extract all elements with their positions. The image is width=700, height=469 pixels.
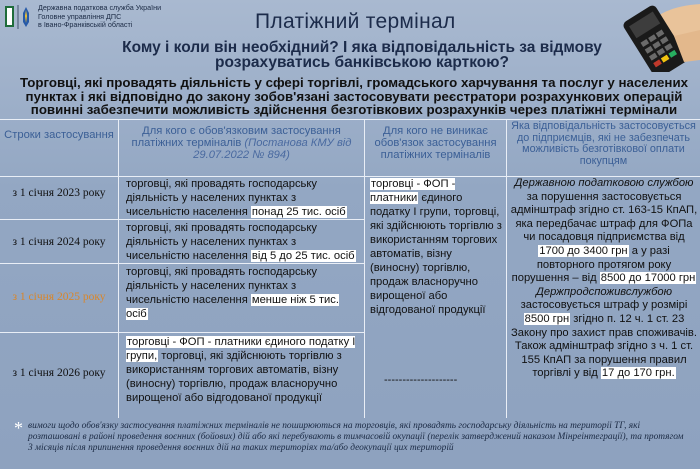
header-not-obligatory: Для кого не виникає обов'язок застосування платіжних терміналів bbox=[374, 125, 497, 161]
liability-text bbox=[510, 177, 698, 381]
row-2025-text bbox=[126, 265, 360, 321]
footnote-star: * bbox=[14, 418, 23, 438]
footnote: вимоги щодо обов'язку застосування платіжних терміналів не поширюються на торговців, які провадять господарську діяльність на території ТГ, які розташовані в районі проведення воєнних (бойових) дій або які перебувають в тимчасовій окупації (перелік затверджений наказом Мінреінтеграції), та протягом 3 місяців після припинення проведення воєнних дій на таких територіях та/або деокупації цих територій bbox=[28, 421, 684, 453]
header-obligatory bbox=[119, 119, 364, 176]
liability-tax-repeat: а у разі повторного протягом року порушення – від bbox=[511, 244, 672, 285]
liability-tax-amount-2: 8500 до 17000 грн bbox=[600, 272, 696, 285]
liability-consumer-text: застосовується штраф у розмірі bbox=[520, 299, 688, 312]
page-title: Платіжний термінал bbox=[255, 10, 456, 33]
row-date-2025: з 1 січня 2025 року bbox=[12, 291, 106, 303]
liability-consumer-lead: Держпродспоживслужбою bbox=[535, 285, 673, 298]
header-obligatory-text: Для кого є обов'язковим застосування платіжних терміналів bbox=[131, 125, 341, 149]
not-obligatory-dashes: -------------------- bbox=[384, 374, 458, 386]
header-obligatory-ref: (Постанова КМУ від 29.07.2022 № 894) bbox=[193, 137, 352, 161]
liability-tax-lead: Державною податковою службою bbox=[514, 177, 694, 189]
liability-tax-amount-1: 1700 до 3400 грн bbox=[539, 244, 628, 257]
row-2026-text bbox=[126, 335, 360, 405]
agency-name bbox=[38, 4, 161, 30]
tax-service-logo-icon bbox=[4, 4, 34, 30]
row-2023-text bbox=[126, 177, 360, 219]
intro-text: Торговці, які провадять діяльність у сфері торгівлі, громадського харчування та послуг у населених пунктах і які відповідно до закону зобов'язані застосовувати реєстратори розрахункових операцій повинні забезпечити можливість здійснення безготівкових розрахунків через платіжні термінали bbox=[19, 75, 689, 117]
row-date-2024: з 1 січня 2024 року bbox=[12, 236, 106, 248]
row-2023-population: понад 25 тис. осіб bbox=[251, 206, 346, 218]
agency-line-3: в Івано-Франківській області bbox=[38, 20, 133, 29]
row-2025-desc: торговці, які провадять господарську діяльність у населених пунктах з чисельністю населення bbox=[126, 266, 317, 306]
row-2023-desc: торговці, які провадять господарську діяльність у населених пунктах з чисельністю населення bbox=[126, 178, 317, 218]
liability-consumer-amount-2: 17 до 170 грн. bbox=[601, 367, 675, 380]
header-liability: Яка відповідальність застосовується до підприємців, які не забезпечать можливість безготівкової оплати покупцям bbox=[511, 120, 696, 167]
page-subtitle: Кому і коли він необхідний? І яка відповідальність за відмову розрахуватись банківською карткою? bbox=[122, 39, 602, 71]
liability-consumer-amount: 8500 грн bbox=[524, 312, 570, 325]
header-dates: Строки застосування bbox=[4, 129, 114, 141]
row-2026-desc: торговці, які здійснюють торгівлю з використанням торгових автоматів, візну (виносну) торгівлю, продаж власноручно вирощеної або відгодованої продукції bbox=[126, 350, 342, 404]
not-obligatory-fop: торговці - ФОП - платники bbox=[370, 178, 456, 204]
not-obligatory-desc: єдиного податку І групи, торговці, які здійснюють торгівлю з використанням торгових автоматів, візну (виносну) торгівлю, продаж власноручно вирощеної або відгодованої продукції bbox=[370, 192, 502, 316]
agency-line-1: Державна податкова служба України bbox=[38, 3, 162, 12]
row-2025-population: менше ніж 5 тис. осіб bbox=[126, 294, 339, 320]
liability-consumer-rest: згідно п. 12 ч. 1 ст. 23 Закону про захист прав споживачів. Також адмінштраф згідно з ч. 1 ст. 155 КпАП за порушення правил торгівлі у від bbox=[511, 312, 697, 380]
row-2024-population: від 5 до 25 тис. осіб bbox=[251, 250, 355, 262]
liability-tax-text: за порушення застосовується адмінштраф згідно ст. 163-15 КпАП, яка передбачає штраф для ФОПа чи посадовця підприємства від bbox=[510, 190, 698, 244]
row-date-2023: з 1 січня 2023 року bbox=[12, 187, 106, 199]
row-2024-desc: торговці, які провадять господарську діяльність у населених пунктах з чисельністю населення bbox=[126, 222, 317, 262]
not-obligatory-text bbox=[370, 177, 502, 317]
row-date-2026: з 1 січня 2026 року bbox=[12, 367, 106, 379]
rules-table bbox=[0, 119, 700, 418]
agency-line-2: Головне управління ДПС bbox=[38, 11, 122, 21]
row-2026-fop: торговці - ФОП - платники єдиного податку І групи, bbox=[126, 336, 356, 362]
row-2024-text bbox=[126, 221, 360, 263]
